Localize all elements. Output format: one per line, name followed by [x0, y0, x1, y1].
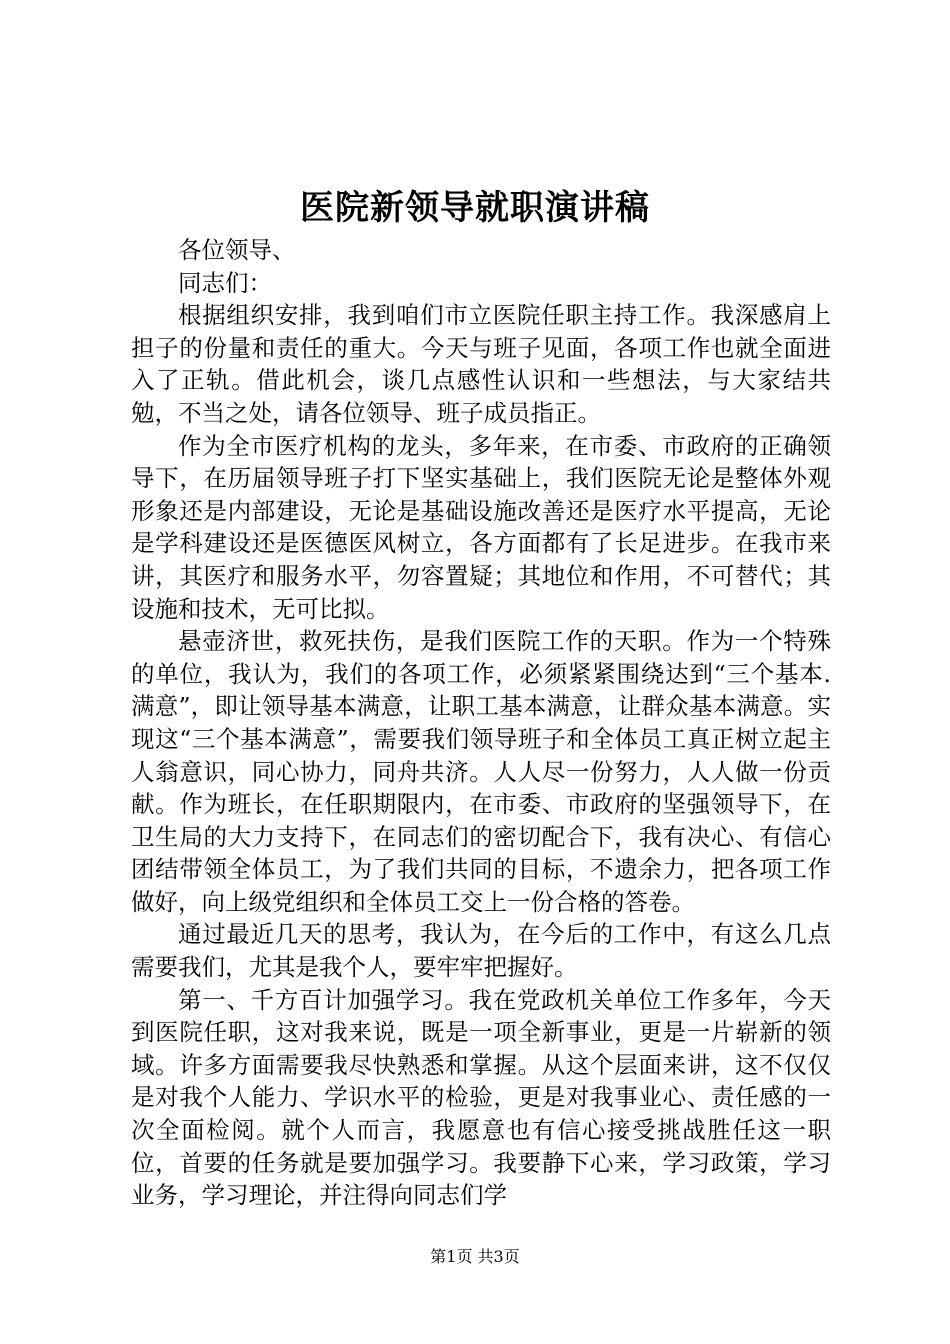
- salutation-line: 各位领导、: [178, 236, 296, 264]
- body-paragraph: 悬壶济世，救死扶伤，是我们医院工作的天职。作为一个特殊的单位，我认为，我们的各项工作，必须紧紧围绕达到“三个基本.满意”，即让领导基本满意，让职工基本满意，让群众基本满意。实现这“三个基本满意”，需要我们领导班子和全体员工真正树立起主人翁意识，同心协力，同舟共济。人人尽一份努力，人人做一份贡献。作为班长，在任职期限内，在市委、市政府的坚强领导下，在卫生局的大力支持下，在同志们的密切配合下，我有决心、有信心团结带领全体员工，为了我们共同的目标，不遗余力，把各项工作做好，向上级党组织和全体员工交上一份合格的答卷。: [131, 627, 831, 916]
- body-paragraph: 作为全市医疗机构的龙头，多年来，在市委、市政府的正确领导下，在历届领导班子打下坚实基础上，我们医院无论是整体外观形象还是内部建设，无论是基础设施改善还是医疗水平提高，无论是学科建设还是医德医风树立，各方面都有了长足进步。在我市来讲，其医疗和服务水平，勿容置疑；其地位和作用，不可替代；其设施和技术，无可比拟。: [131, 431, 831, 623]
- page-number-footer: 第1页 共3页: [430, 1247, 520, 1266]
- body-paragraph: 根据组织安排，我到咱们市立医院任职主持工作。我深感肩上担子的份量和责任的重大。今天与班子见面，各项工作也就全面进入了正轨。借此机会，谈几点感性认识和一些想法，与大家结共勉，不当之处，请各位领导、班子成员指正。: [131, 301, 831, 427]
- salutation-line: 同志们：: [178, 268, 272, 297]
- document-body: [131, 234, 831, 1212]
- document-title: 医院新领导就职演讲稿: [300, 188, 650, 228]
- body-paragraph: 第一、千方百计加强学习。我在党政机关单位工作多年，今天到医院任职，这对我来说，既是一项全新事业，更是一片崭新的领域。许多方面需要我尽快熟悉和掌握。从这个层面来讲，这不仅仅是对我个人能力、学识水平的检验，更是对我事业心、责任感的一次全面检阅。就个人而言，我愿意也有信心接受挑战胜任这一职位，首要的任务就是要加强学习。我要静下心来，学习政策，学习业务，学习理论，并注得向同志们学: [131, 985, 831, 1210]
- body-paragraph: 通过最近几天的思考，我认为，在今后的工作中，有这么几点需要我们，尤其是我个人，要牢牢把握好。: [131, 920, 831, 982]
